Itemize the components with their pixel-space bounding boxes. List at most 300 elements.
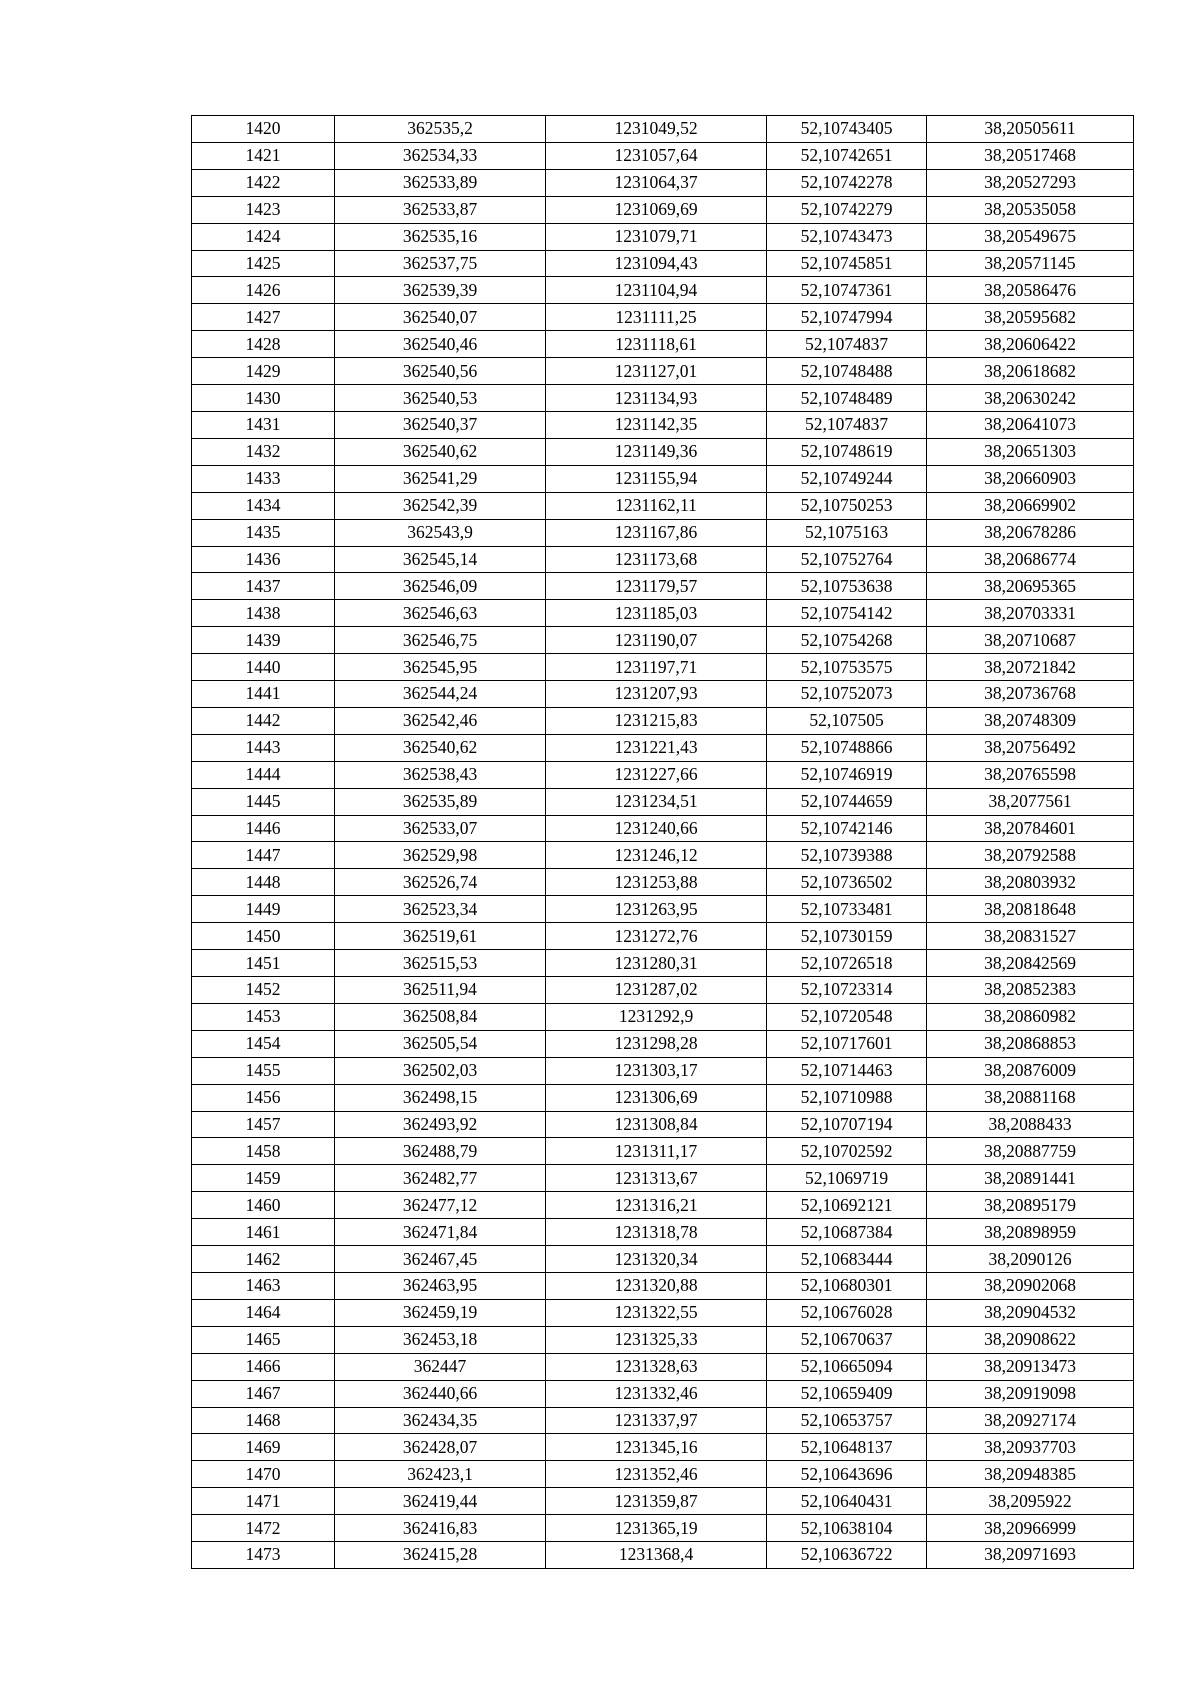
point-number-cell: 1453 <box>192 1003 335 1030</box>
y-coordinate-cell: 1231287,02 <box>546 977 767 1004</box>
point-number-cell: 1455 <box>192 1057 335 1084</box>
latitude-cell: 52,10659409 <box>767 1380 927 1407</box>
longitude-cell: 38,20618682 <box>927 358 1134 385</box>
latitude-cell: 52,1069719 <box>767 1165 927 1192</box>
table-row <box>192 707 1134 734</box>
table-row <box>192 304 1134 331</box>
point-number-cell: 1442 <box>192 707 335 734</box>
x-coordinate-cell: 362542,46 <box>335 707 546 734</box>
table-row <box>192 788 1134 815</box>
latitude-cell: 52,10743473 <box>767 223 927 250</box>
x-coordinate-cell: 362540,07 <box>335 304 546 331</box>
longitude-cell: 38,20586476 <box>927 277 1134 304</box>
x-coordinate-cell: 362538,43 <box>335 761 546 788</box>
longitude-cell: 38,20660903 <box>927 465 1134 492</box>
y-coordinate-cell: 1231155,94 <box>546 465 767 492</box>
x-coordinate-cell: 362423,1 <box>335 1461 546 1488</box>
point-number-cell: 1459 <box>192 1165 335 1192</box>
longitude-cell: 38,20902068 <box>927 1272 1134 1299</box>
latitude-cell: 52,10747361 <box>767 277 927 304</box>
table-row <box>192 1057 1134 1084</box>
y-coordinate-cell: 1231320,88 <box>546 1272 767 1299</box>
longitude-cell: 38,20748309 <box>927 707 1134 734</box>
y-coordinate-cell: 1231069,69 <box>546 196 767 223</box>
longitude-cell: 38,20966999 <box>927 1515 1134 1542</box>
latitude-cell: 52,10710988 <box>767 1084 927 1111</box>
table-row <box>192 1272 1134 1299</box>
point-number-cell: 1457 <box>192 1111 335 1138</box>
longitude-cell: 38,20641073 <box>927 411 1134 438</box>
table-row <box>192 411 1134 438</box>
table-row <box>192 1299 1134 1326</box>
latitude-cell: 52,10670637 <box>767 1326 927 1353</box>
y-coordinate-cell: 1231190,07 <box>546 627 767 654</box>
y-coordinate-cell: 1231079,71 <box>546 223 767 250</box>
x-coordinate-cell: 362546,75 <box>335 627 546 654</box>
x-coordinate-cell: 362546,63 <box>335 600 546 627</box>
y-coordinate-cell: 1231345,16 <box>546 1434 767 1461</box>
longitude-cell: 38,20721842 <box>927 654 1134 681</box>
point-number-cell: 1433 <box>192 465 335 492</box>
longitude-cell: 38,20606422 <box>927 331 1134 358</box>
x-coordinate-cell: 362428,07 <box>335 1434 546 1461</box>
y-coordinate-cell: 1231134,93 <box>546 385 767 412</box>
latitude-cell: 52,10720548 <box>767 1003 927 1030</box>
y-coordinate-cell: 1231368,4 <box>546 1542 767 1569</box>
x-coordinate-cell: 362543,9 <box>335 519 546 546</box>
x-coordinate-cell: 362440,66 <box>335 1380 546 1407</box>
x-coordinate-cell: 362534,33 <box>335 142 546 169</box>
latitude-cell: 52,10742279 <box>767 196 927 223</box>
latitude-cell: 52,10747994 <box>767 304 927 331</box>
longitude-cell: 38,2077561 <box>927 788 1134 815</box>
latitude-cell: 52,10707194 <box>767 1111 927 1138</box>
point-number-cell: 1437 <box>192 573 335 600</box>
longitude-cell: 38,20927174 <box>927 1407 1134 1434</box>
longitude-cell: 38,20765598 <box>927 761 1134 788</box>
latitude-cell: 52,10749244 <box>767 465 927 492</box>
table-row <box>192 1003 1134 1030</box>
longitude-cell: 38,2095922 <box>927 1488 1134 1515</box>
longitude-cell: 38,20948385 <box>927 1461 1134 1488</box>
y-coordinate-cell: 1231337,97 <box>546 1407 767 1434</box>
x-coordinate-cell: 362537,75 <box>335 250 546 277</box>
latitude-cell: 52,10680301 <box>767 1272 927 1299</box>
longitude-cell: 38,20527293 <box>927 169 1134 196</box>
latitude-cell: 52,10748619 <box>767 438 927 465</box>
table-row <box>192 600 1134 627</box>
x-coordinate-cell: 362526,74 <box>335 869 546 896</box>
point-number-cell: 1435 <box>192 519 335 546</box>
table-row <box>192 1461 1134 1488</box>
longitude-cell: 38,20881168 <box>927 1084 1134 1111</box>
point-number-cell: 1464 <box>192 1299 335 1326</box>
point-number-cell: 1461 <box>192 1219 335 1246</box>
table-row <box>192 142 1134 169</box>
x-coordinate-cell: 362415,28 <box>335 1542 546 1569</box>
table-row <box>192 1111 1134 1138</box>
table-row <box>192 385 1134 412</box>
x-coordinate-cell: 362502,03 <box>335 1057 546 1084</box>
y-coordinate-cell: 1231318,78 <box>546 1219 767 1246</box>
table-row <box>192 627 1134 654</box>
x-coordinate-cell: 362539,39 <box>335 277 546 304</box>
latitude-cell: 52,10636722 <box>767 1542 927 1569</box>
longitude-cell: 38,20549675 <box>927 223 1134 250</box>
latitude-cell: 52,10638104 <box>767 1515 927 1542</box>
latitude-cell: 52,10745851 <box>767 250 927 277</box>
table-row <box>192 546 1134 573</box>
coordinates-table <box>191 115 1134 1569</box>
longitude-cell: 38,20818648 <box>927 896 1134 923</box>
y-coordinate-cell: 1231167,86 <box>546 519 767 546</box>
y-coordinate-cell: 1231142,35 <box>546 411 767 438</box>
longitude-cell: 38,20852383 <box>927 977 1134 1004</box>
point-number-cell: 1469 <box>192 1434 335 1461</box>
longitude-cell: 38,20736768 <box>927 681 1134 708</box>
table-row <box>192 1515 1134 1542</box>
x-coordinate-cell: 362419,44 <box>335 1488 546 1515</box>
latitude-cell: 52,10733481 <box>767 896 927 923</box>
x-coordinate-cell: 362523,34 <box>335 896 546 923</box>
point-number-cell: 1454 <box>192 1030 335 1057</box>
point-number-cell: 1445 <box>192 788 335 815</box>
table-row <box>192 869 1134 896</box>
point-number-cell: 1471 <box>192 1488 335 1515</box>
table-row <box>192 116 1134 143</box>
point-number-cell: 1427 <box>192 304 335 331</box>
latitude-cell: 52,10743405 <box>767 116 927 143</box>
point-number-cell: 1462 <box>192 1246 335 1273</box>
longitude-cell: 38,20695365 <box>927 573 1134 600</box>
y-coordinate-cell: 1231173,68 <box>546 546 767 573</box>
y-coordinate-cell: 1231311,17 <box>546 1138 767 1165</box>
x-coordinate-cell: 362519,61 <box>335 923 546 950</box>
longitude-cell: 38,20756492 <box>927 734 1134 761</box>
table-row <box>192 358 1134 385</box>
x-coordinate-cell: 362544,24 <box>335 681 546 708</box>
latitude-cell: 52,10748489 <box>767 385 927 412</box>
table-row <box>192 1380 1134 1407</box>
x-coordinate-cell: 362533,87 <box>335 196 546 223</box>
longitude-cell: 38,20908622 <box>927 1326 1134 1353</box>
longitude-cell: 38,20842569 <box>927 950 1134 977</box>
table-row <box>192 815 1134 842</box>
table-row <box>192 1353 1134 1380</box>
point-number-cell: 1441 <box>192 681 335 708</box>
point-number-cell: 1450 <box>192 923 335 950</box>
y-coordinate-cell: 1231207,93 <box>546 681 767 708</box>
point-number-cell: 1449 <box>192 896 335 923</box>
point-number-cell: 1460 <box>192 1192 335 1219</box>
point-number-cell: 1448 <box>192 869 335 896</box>
y-coordinate-cell: 1231328,63 <box>546 1353 767 1380</box>
x-coordinate-cell: 362535,2 <box>335 116 546 143</box>
longitude-cell: 38,20937703 <box>927 1434 1134 1461</box>
longitude-cell: 38,2090126 <box>927 1246 1134 1273</box>
latitude-cell: 52,10742278 <box>767 169 927 196</box>
table-row <box>192 1326 1134 1353</box>
latitude-cell: 52,10687384 <box>767 1219 927 1246</box>
longitude-cell: 38,20571145 <box>927 250 1134 277</box>
x-coordinate-cell: 362541,29 <box>335 465 546 492</box>
point-number-cell: 1438 <box>192 600 335 627</box>
y-coordinate-cell: 1231049,52 <box>546 116 767 143</box>
point-number-cell: 1467 <box>192 1380 335 1407</box>
y-coordinate-cell: 1231316,21 <box>546 1192 767 1219</box>
point-number-cell: 1421 <box>192 142 335 169</box>
table-row <box>192 438 1134 465</box>
point-number-cell: 1456 <box>192 1084 335 1111</box>
longitude-cell: 38,20630242 <box>927 385 1134 412</box>
x-coordinate-cell: 362545,14 <box>335 546 546 573</box>
table-row <box>192 681 1134 708</box>
latitude-cell: 52,10752073 <box>767 681 927 708</box>
latitude-cell: 52,10665094 <box>767 1353 927 1380</box>
longitude-cell: 38,20831527 <box>927 923 1134 950</box>
y-coordinate-cell: 1231320,34 <box>546 1246 767 1273</box>
y-coordinate-cell: 1231185,03 <box>546 600 767 627</box>
table-row <box>192 1542 1134 1569</box>
x-coordinate-cell: 362434,35 <box>335 1407 546 1434</box>
longitude-cell: 38,20651303 <box>927 438 1134 465</box>
point-number-cell: 1465 <box>192 1326 335 1353</box>
point-number-cell: 1446 <box>192 815 335 842</box>
longitude-cell: 38,20669902 <box>927 492 1134 519</box>
table-row <box>192 1138 1134 1165</box>
table-row <box>192 1219 1134 1246</box>
y-coordinate-cell: 1231179,57 <box>546 573 767 600</box>
y-coordinate-cell: 1231064,37 <box>546 169 767 196</box>
point-number-cell: 1432 <box>192 438 335 465</box>
y-coordinate-cell: 1231127,01 <box>546 358 767 385</box>
coordinates-table-body <box>192 116 1134 1569</box>
y-coordinate-cell: 1231057,64 <box>546 142 767 169</box>
longitude-cell: 38,2088433 <box>927 1111 1134 1138</box>
x-coordinate-cell: 362533,89 <box>335 169 546 196</box>
latitude-cell: 52,1075163 <box>767 519 927 546</box>
longitude-cell: 38,20803932 <box>927 869 1134 896</box>
table-row <box>192 1407 1134 1434</box>
table-row <box>192 277 1134 304</box>
latitude-cell: 52,10748488 <box>767 358 927 385</box>
x-coordinate-cell: 362540,37 <box>335 411 546 438</box>
longitude-cell: 38,20904532 <box>927 1299 1134 1326</box>
latitude-cell: 52,10683444 <box>767 1246 927 1273</box>
y-coordinate-cell: 1231303,17 <box>546 1057 767 1084</box>
longitude-cell: 38,20913473 <box>927 1353 1134 1380</box>
x-coordinate-cell: 362540,56 <box>335 358 546 385</box>
latitude-cell: 52,10714463 <box>767 1057 927 1084</box>
point-number-cell: 1473 <box>192 1542 335 1569</box>
x-coordinate-cell: 362542,39 <box>335 492 546 519</box>
latitude-cell: 52,10739388 <box>767 842 927 869</box>
point-number-cell: 1423 <box>192 196 335 223</box>
point-number-cell: 1440 <box>192 654 335 681</box>
longitude-cell: 38,20686774 <box>927 546 1134 573</box>
point-number-cell: 1458 <box>192 1138 335 1165</box>
point-number-cell: 1434 <box>192 492 335 519</box>
table-row <box>192 250 1134 277</box>
table-row <box>192 654 1134 681</box>
point-number-cell: 1431 <box>192 411 335 438</box>
x-coordinate-cell: 362540,62 <box>335 734 546 761</box>
y-coordinate-cell: 1231246,12 <box>546 842 767 869</box>
point-number-cell: 1463 <box>192 1272 335 1299</box>
y-coordinate-cell: 1231197,71 <box>546 654 767 681</box>
table-row <box>192 1084 1134 1111</box>
x-coordinate-cell: 362463,95 <box>335 1272 546 1299</box>
y-coordinate-cell: 1231332,46 <box>546 1380 767 1407</box>
point-number-cell: 1443 <box>192 734 335 761</box>
x-coordinate-cell: 362508,84 <box>335 1003 546 1030</box>
point-number-cell: 1424 <box>192 223 335 250</box>
latitude-cell: 52,10742651 <box>767 142 927 169</box>
longitude-cell: 38,20710687 <box>927 627 1134 654</box>
point-number-cell: 1436 <box>192 546 335 573</box>
x-coordinate-cell: 362535,89 <box>335 788 546 815</box>
point-number-cell: 1470 <box>192 1461 335 1488</box>
y-coordinate-cell: 1231149,36 <box>546 438 767 465</box>
x-coordinate-cell: 362529,98 <box>335 842 546 869</box>
table-row <box>192 734 1134 761</box>
latitude-cell: 52,10726518 <box>767 950 927 977</box>
latitude-cell: 52,10742146 <box>767 815 927 842</box>
point-number-cell: 1425 <box>192 250 335 277</box>
table-row <box>192 896 1134 923</box>
y-coordinate-cell: 1231253,88 <box>546 869 767 896</box>
y-coordinate-cell: 1231162,11 <box>546 492 767 519</box>
y-coordinate-cell: 1231227,66 <box>546 761 767 788</box>
table-row <box>192 977 1134 1004</box>
longitude-cell: 38,20919098 <box>927 1380 1134 1407</box>
table-row <box>192 761 1134 788</box>
table-row <box>192 1192 1134 1219</box>
table-row <box>192 1488 1134 1515</box>
x-coordinate-cell: 362533,07 <box>335 815 546 842</box>
x-coordinate-cell: 362482,77 <box>335 1165 546 1192</box>
y-coordinate-cell: 1231280,31 <box>546 950 767 977</box>
latitude-cell: 52,10753575 <box>767 654 927 681</box>
point-number-cell: 1439 <box>192 627 335 654</box>
point-number-cell: 1422 <box>192 169 335 196</box>
y-coordinate-cell: 1231263,95 <box>546 896 767 923</box>
longitude-cell: 38,20505611 <box>927 116 1134 143</box>
y-coordinate-cell: 1231306,69 <box>546 1084 767 1111</box>
latitude-cell: 52,10754142 <box>767 600 927 627</box>
y-coordinate-cell: 1231118,61 <box>546 331 767 358</box>
y-coordinate-cell: 1231221,43 <box>546 734 767 761</box>
table-row <box>192 1434 1134 1461</box>
latitude-cell: 52,10752764 <box>767 546 927 573</box>
table-row <box>192 1030 1134 1057</box>
x-coordinate-cell: 362546,09 <box>335 573 546 600</box>
x-coordinate-cell: 362540,53 <box>335 385 546 412</box>
latitude-cell: 52,10730159 <box>767 923 927 950</box>
table-row <box>192 223 1134 250</box>
table-row <box>192 842 1134 869</box>
latitude-cell: 52,10676028 <box>767 1299 927 1326</box>
x-coordinate-cell: 362515,53 <box>335 950 546 977</box>
y-coordinate-cell: 1231094,43 <box>546 250 767 277</box>
latitude-cell: 52,10702592 <box>767 1138 927 1165</box>
y-coordinate-cell: 1231272,76 <box>546 923 767 950</box>
longitude-cell: 38,20792588 <box>927 842 1134 869</box>
x-coordinate-cell: 362505,54 <box>335 1030 546 1057</box>
point-number-cell: 1428 <box>192 331 335 358</box>
longitude-cell: 38,20703331 <box>927 600 1134 627</box>
x-coordinate-cell: 362447 <box>335 1353 546 1380</box>
table-row <box>192 519 1134 546</box>
longitude-cell: 38,20595682 <box>927 304 1134 331</box>
x-coordinate-cell: 362535,16 <box>335 223 546 250</box>
latitude-cell: 52,10692121 <box>767 1192 927 1219</box>
x-coordinate-cell: 362540,62 <box>335 438 546 465</box>
longitude-cell: 38,20898959 <box>927 1219 1134 1246</box>
latitude-cell: 52,10754268 <box>767 627 927 654</box>
y-coordinate-cell: 1231215,83 <box>546 707 767 734</box>
x-coordinate-cell: 362511,94 <box>335 977 546 1004</box>
y-coordinate-cell: 1231322,55 <box>546 1299 767 1326</box>
y-coordinate-cell: 1231359,87 <box>546 1488 767 1515</box>
latitude-cell: 52,10736502 <box>767 869 927 896</box>
y-coordinate-cell: 1231365,19 <box>546 1515 767 1542</box>
x-coordinate-cell: 362459,19 <box>335 1299 546 1326</box>
y-coordinate-cell: 1231298,28 <box>546 1030 767 1057</box>
y-coordinate-cell: 1231104,94 <box>546 277 767 304</box>
x-coordinate-cell: 362477,12 <box>335 1192 546 1219</box>
y-coordinate-cell: 1231325,33 <box>546 1326 767 1353</box>
x-coordinate-cell: 362488,79 <box>335 1138 546 1165</box>
point-number-cell: 1452 <box>192 977 335 1004</box>
x-coordinate-cell: 362498,15 <box>335 1084 546 1111</box>
longitude-cell: 38,20517468 <box>927 142 1134 169</box>
x-coordinate-cell: 362471,84 <box>335 1219 546 1246</box>
y-coordinate-cell: 1231292,9 <box>546 1003 767 1030</box>
longitude-cell: 38,20860982 <box>927 1003 1134 1030</box>
latitude-cell: 52,10640431 <box>767 1488 927 1515</box>
table-row <box>192 169 1134 196</box>
point-number-cell: 1466 <box>192 1353 335 1380</box>
point-number-cell: 1472 <box>192 1515 335 1542</box>
longitude-cell: 38,20876009 <box>927 1057 1134 1084</box>
point-number-cell: 1420 <box>192 116 335 143</box>
latitude-cell: 52,10746919 <box>767 761 927 788</box>
table-row <box>192 1246 1134 1273</box>
y-coordinate-cell: 1231111,25 <box>546 304 767 331</box>
x-coordinate-cell: 362453,18 <box>335 1326 546 1353</box>
longitude-cell: 38,20895179 <box>927 1192 1134 1219</box>
y-coordinate-cell: 1231308,84 <box>546 1111 767 1138</box>
latitude-cell: 52,107505 <box>767 707 927 734</box>
latitude-cell: 52,10643696 <box>767 1461 927 1488</box>
latitude-cell: 52,1074837 <box>767 331 927 358</box>
longitude-cell: 38,20535058 <box>927 196 1134 223</box>
point-number-cell: 1430 <box>192 385 335 412</box>
x-coordinate-cell: 362493,92 <box>335 1111 546 1138</box>
point-number-cell: 1451 <box>192 950 335 977</box>
x-coordinate-cell: 362467,45 <box>335 1246 546 1273</box>
point-number-cell: 1447 <box>192 842 335 869</box>
table-row <box>192 465 1134 492</box>
longitude-cell: 38,20891441 <box>927 1165 1134 1192</box>
y-coordinate-cell: 1231352,46 <box>546 1461 767 1488</box>
longitude-cell: 38,20868853 <box>927 1030 1134 1057</box>
table-row <box>192 492 1134 519</box>
point-number-cell: 1468 <box>192 1407 335 1434</box>
longitude-cell: 38,20784601 <box>927 815 1134 842</box>
point-number-cell: 1426 <box>192 277 335 304</box>
